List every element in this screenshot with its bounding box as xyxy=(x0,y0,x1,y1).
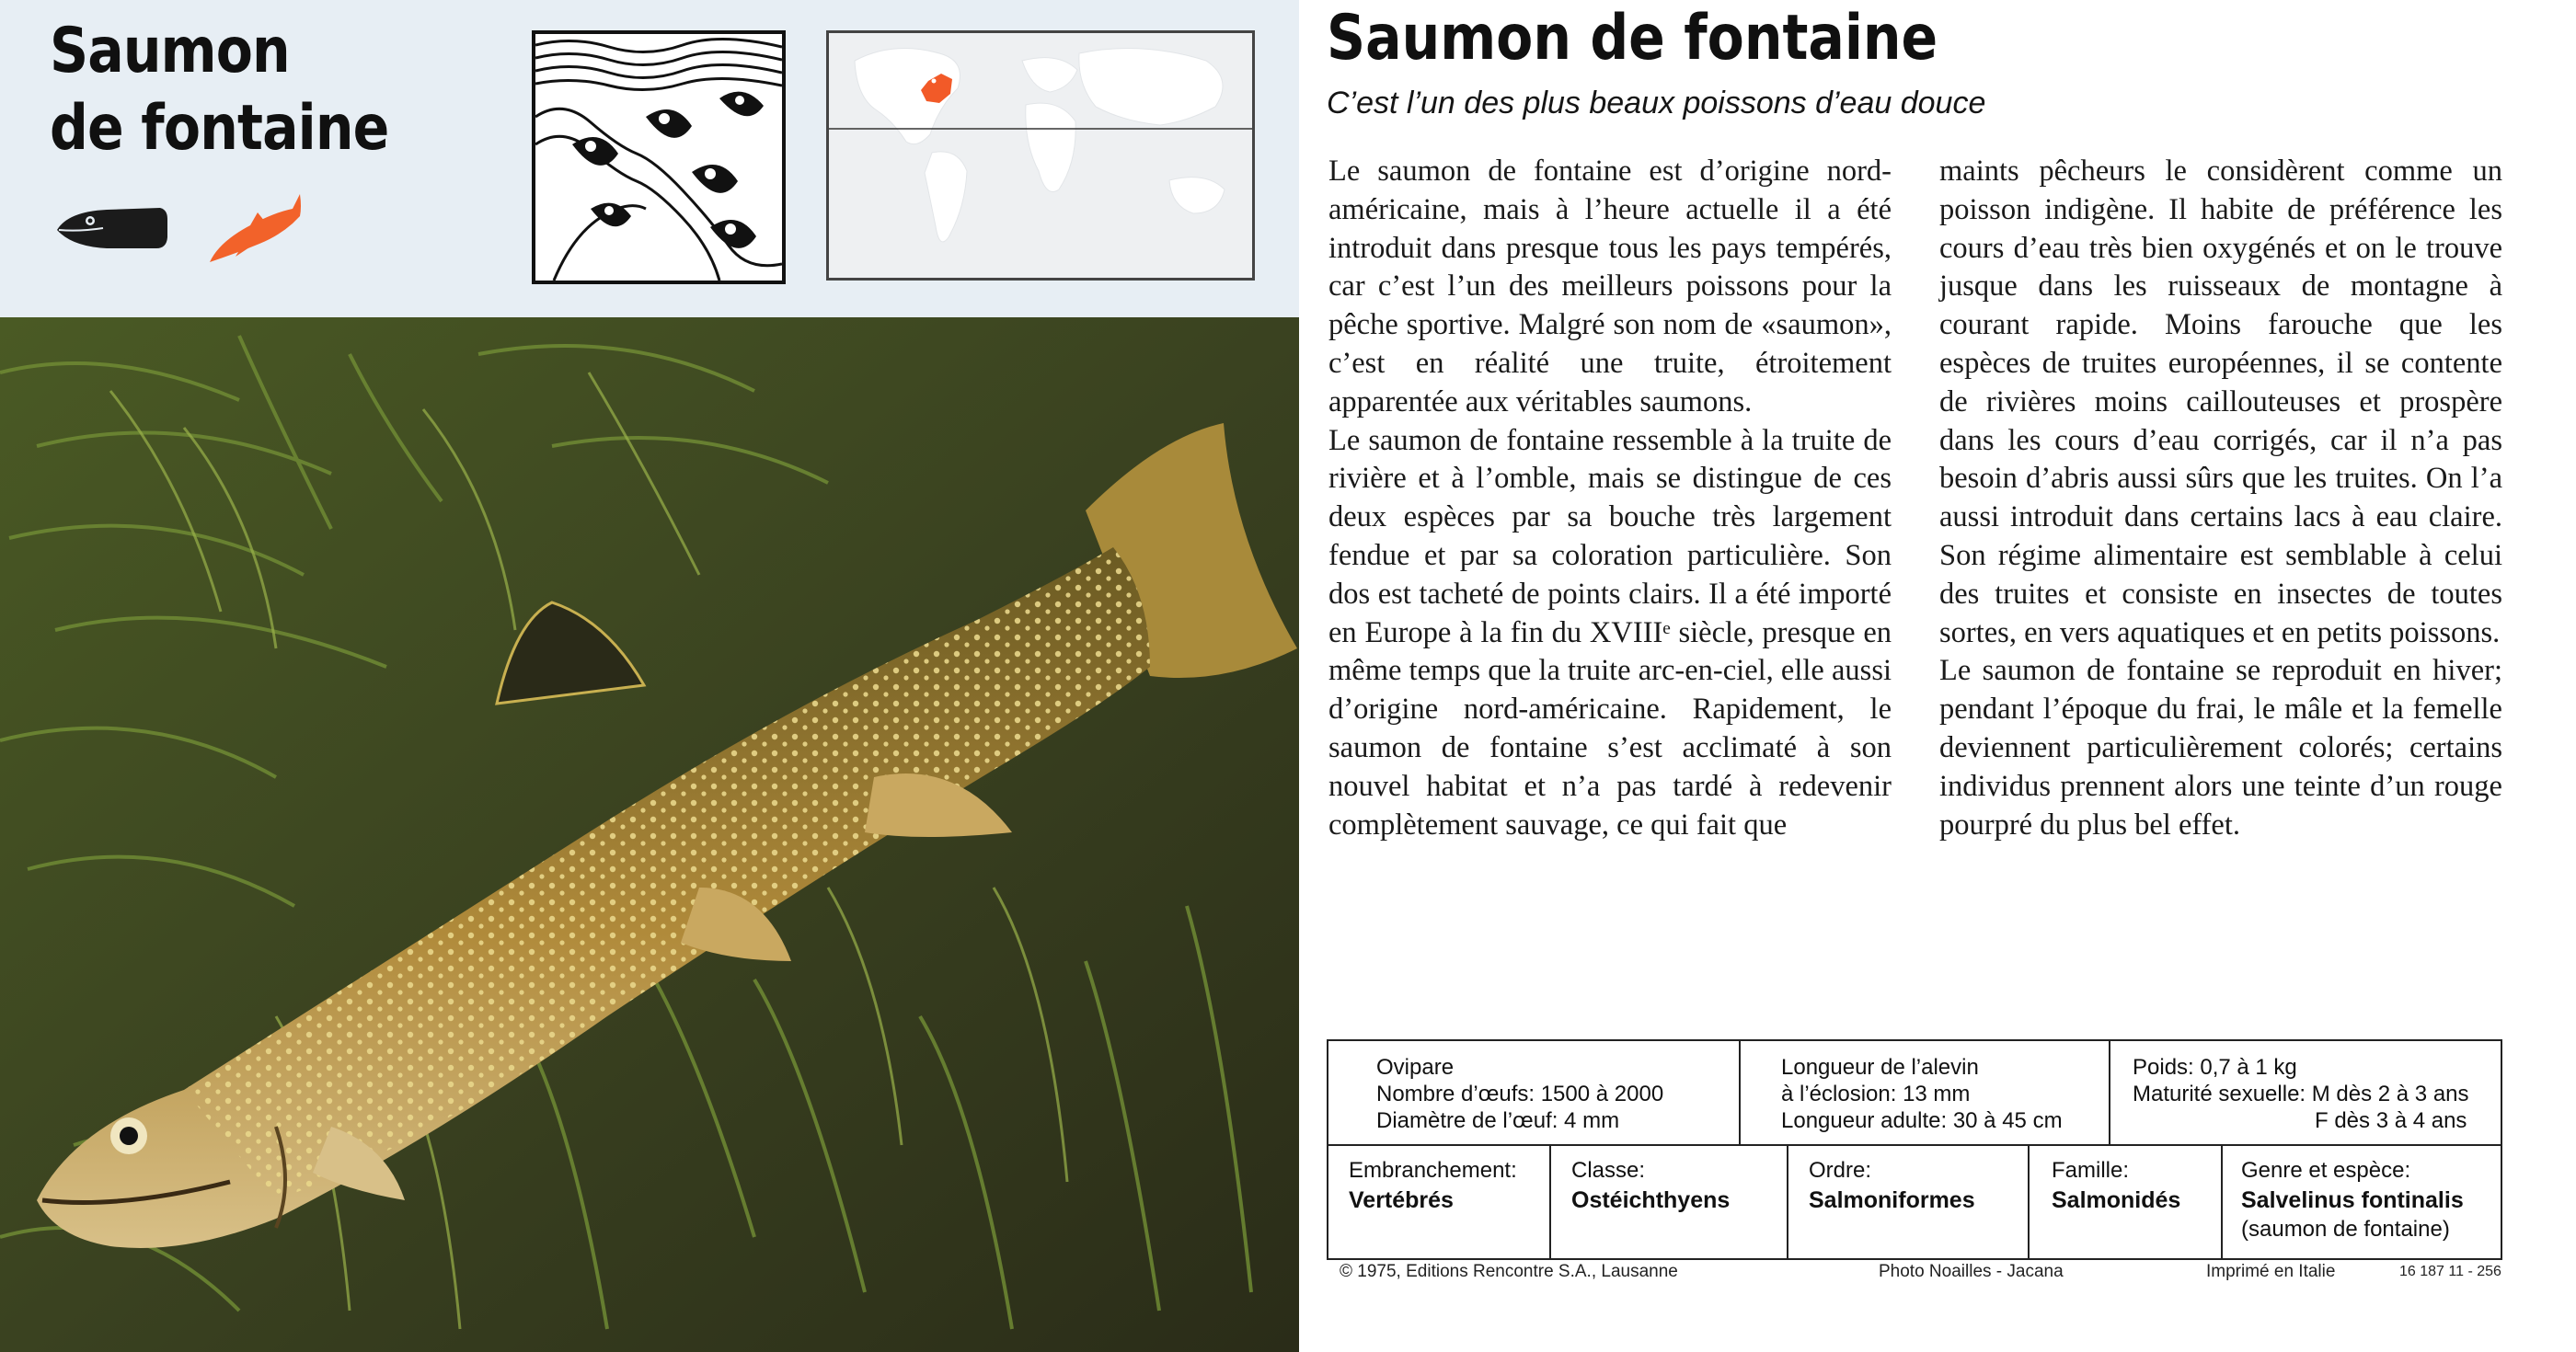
copyright-text: © 1975, Editions Rencontre S.A., Lausanne xyxy=(1340,1262,1678,1281)
taxonomy-note: (saumon de fontaine) xyxy=(2241,1217,2450,1242)
taxonomy-label: Ordre: xyxy=(1809,1158,1872,1183)
reproduction-cell xyxy=(1328,1041,1739,1144)
facts-row xyxy=(1328,1041,2501,1146)
text-column-1 xyxy=(1328,153,1892,844)
ordre-cell xyxy=(1787,1144,2028,1258)
fish-photo xyxy=(0,317,1299,1352)
text-column-2 xyxy=(1939,153,2502,844)
length-line: à l’éclosion: 13 mm xyxy=(1781,1082,1971,1106)
weight-line: Poids: 0,7 à 1 kg xyxy=(2133,1055,2297,1080)
article-title: Saumon de fontaine xyxy=(1327,2,1938,74)
paragraph: Le saumon de fontaine se reproduit en hiver; pendant l’époque du frai, le mâle et la femelle deviennent particulièrement colorés; certains individus prennent alors une teinte d’un rouge pourpré du plus bel effet. xyxy=(1939,654,2502,842)
paragraph: Le saumon de fontaine est d’origine nord-américaine, mais à l’heure actuelle il a été introduit dans presque tous les pays tempérés, car c’est l’un des meilleurs poissons pour la pêche sportive. Malgré son nom de «saumon», c’est en réalité une truite, étroitement apparentée aux véritables saumons. xyxy=(1328,155,1892,418)
taxonomy-value: Vertébrés xyxy=(1349,1187,1454,1213)
taxonomy-value: Salvelinus fontinalis xyxy=(2241,1187,2464,1213)
taxonomy-value: Ostéichthyens xyxy=(1571,1187,1731,1213)
paragraph: maints pêcheurs le considèrent comme un poisson indigène. Il habite de préférence les cours d’eau très bien oxygénés et on le trouve jusque dans les ruisseaux de montagne à courant rapide. Moins farouche que les espèces de truites européennes, il se contente de rivières moins caillouteuses et prospère dans les cours d’eau corrigés, car il n’a pas besoin d’abris aussi sûrs que les truites. On l’a aussi introduit dans certains lacs à eau claire. Son régime alimentaire est semblable à celui des truites et consiste en insectes de toutes sortes, en vers aquatiques et en petits poissons. xyxy=(1939,155,2502,649)
repro-line: Diamètre de l’œuf: 4 mm xyxy=(1376,1108,1620,1133)
article-subtitle: C’est l’un des plus beaux poissons d’eau douce xyxy=(1327,86,1986,120)
card-code: 16 187 11 - 256 xyxy=(2399,1264,2501,1279)
fish-head-silhouette-icon xyxy=(55,204,169,252)
weight-line: F dès 3 à 4 ans xyxy=(2315,1108,2467,1133)
embranchement-cell xyxy=(1328,1144,1549,1258)
taxonomy-row xyxy=(1328,1144,2501,1258)
photo-credit: Photo Noailles - Jacana xyxy=(1879,1262,2064,1281)
brook-trout-illustration xyxy=(0,317,1299,1352)
classe-cell xyxy=(1549,1144,1787,1258)
repro-line: Nombre d’œufs: 1500 à 2000 xyxy=(1376,1082,1664,1106)
weight-cell xyxy=(2109,1041,2502,1144)
orange-fish-icon xyxy=(204,189,304,268)
length-line: Longueur de l’alevin xyxy=(1781,1055,1979,1080)
weight-line: Maturité sexuelle: M dès 2 à 3 ans xyxy=(2133,1082,2469,1106)
habitat-pictogram xyxy=(532,30,786,284)
paragraph: Le saumon de fontaine ressemble à la truite de rivière et à l’omble, mais se distingue de ces deux espèces par sa bouche très largement fendue et par sa coloration particulière. Son dos est tacheté de points clairs. Il a été importé en Europe à la fin du XVIIIᵉ siècle, presque en même temps que la truite arc-en-ciel, elle aussi d’origine nord-américaine. Rapidement, le saumon de fontaine s’est acclimaté à son nouvel habitat et n’a pas tardé à redevenir complètement sauvage, ce qui fait que xyxy=(1328,423,1892,842)
taxonomy-label: Classe: xyxy=(1571,1158,1646,1183)
taxonomy-value: Salmoniformes xyxy=(1809,1187,1975,1213)
length-line: Longueur adulte: 30 à 45 cm xyxy=(1781,1108,2063,1133)
taxonomy-label: Embranchement: xyxy=(1349,1158,1517,1183)
taxonomy-value: Salmonidés xyxy=(2052,1187,2181,1213)
facts-table xyxy=(1327,1039,2502,1260)
card-title-line2: de fontaine xyxy=(50,92,389,165)
famille-cell xyxy=(2028,1144,2221,1258)
world-distribution-map xyxy=(826,30,1255,281)
taxonomy-label: Famille: xyxy=(2052,1158,2130,1183)
taxonomy-label: Genre et espèce: xyxy=(2241,1158,2411,1183)
mountain-stream-pictogram xyxy=(535,34,782,281)
footer xyxy=(1327,1262,2504,1289)
repro-line: Ovipare xyxy=(1376,1055,1455,1080)
card-title-line1: Saumon xyxy=(50,15,290,87)
length-cell xyxy=(1739,1041,2109,1144)
genre-cell xyxy=(2221,1144,2502,1258)
card-title xyxy=(50,13,388,167)
world-map-graphic xyxy=(829,33,1252,278)
printed-in: Imprimé en Italie xyxy=(2206,1262,2336,1281)
